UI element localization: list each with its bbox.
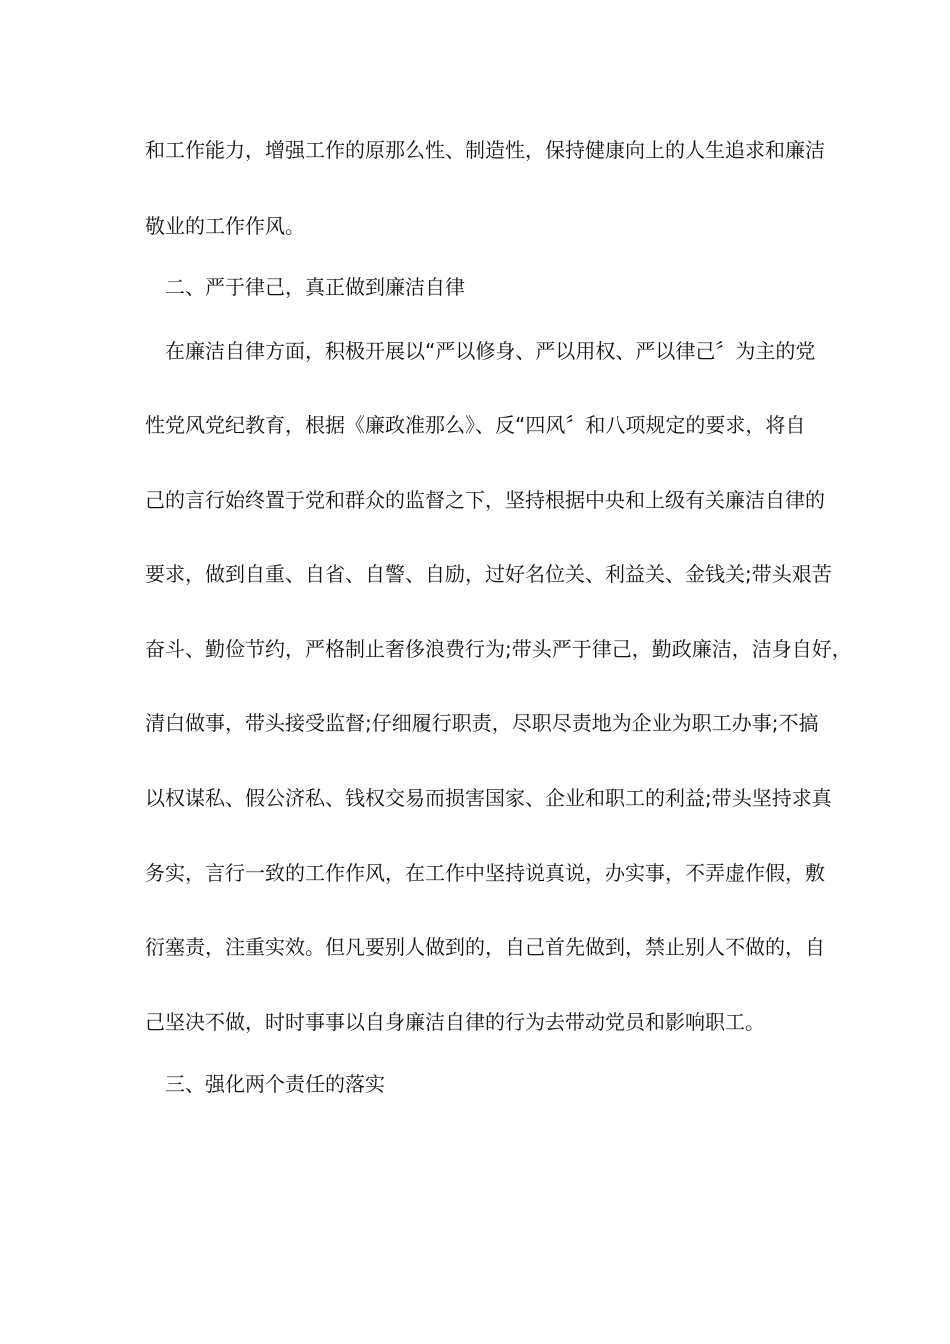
body-text-line: 清白做事，带头接受监督;仔细履行职责，尽职尽责地为企业为职工办事;不搞 (145, 711, 819, 735)
body-text-line: 奋斗、勤俭节约，严格制止奢侈浪费行为;带头严于律己，勤政廉洁，洁身自好， (145, 637, 852, 661)
body-text-line: 在廉洁自律方面，积极开展以“严以修身、严以用权、严以律己〞为主的党 (145, 339, 816, 363)
body-text-line: 己的言行始终置于党和群众的监督之下，坚持根据中央和上级有关廉洁自律的 (145, 488, 825, 512)
section-heading: 三、强化两个责任的落实 (145, 1072, 385, 1096)
body-text-line: 要求，做到自重、自省、自警、自励，过好名位关、利益关、金钱关;带头艰苦 (145, 562, 832, 586)
body-text-line: 己坚决不做，时时事事以自身廉洁自律的行为去带动党员和影响职工。 (145, 1010, 765, 1034)
body-text-line: 和工作能力，增强工作的原那么性、制造性，保持健康向上的人生追求和廉洁 (145, 138, 825, 162)
body-text-line: 性党风党纪教育，根据《廉政准那么》、反“四风〞和八项规定的要求，将自 (145, 413, 806, 437)
body-text-line: 务实，言行一致的工作作风，在工作中坚持说真说，办实事，不弄虚作假，敷 (145, 861, 825, 885)
section-heading: 二、严于律己，真正做到廉洁自律 (145, 275, 465, 299)
body-text-line: 以权谋私、假公济私、钱权交易而损害国家、企业和职工的利益;带头坚持求真 (145, 786, 832, 810)
body-text-line: 衍塞责，注重实效。但凡要别人做到的，自己首先做到，禁止别人不做的，自 (145, 935, 825, 959)
body-text-line: 敬业的工作作风。 (145, 214, 305, 238)
